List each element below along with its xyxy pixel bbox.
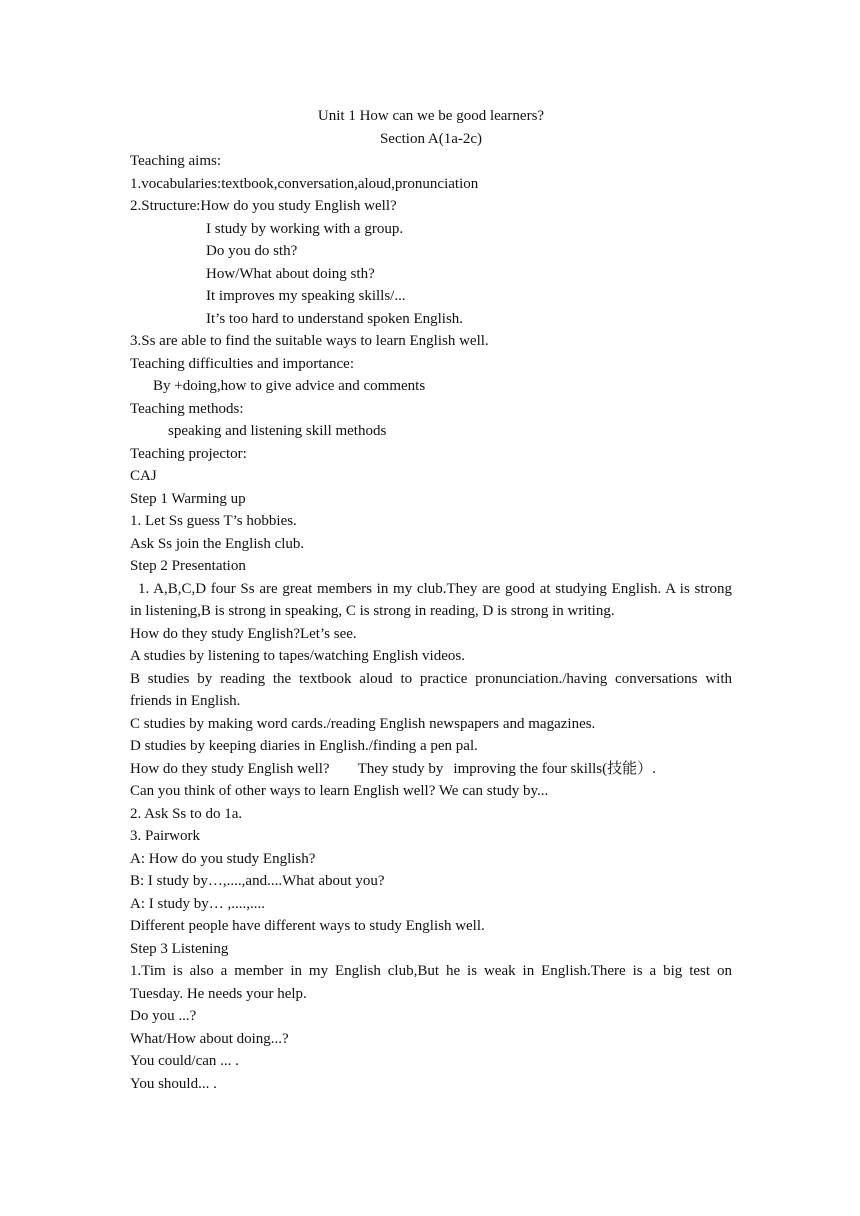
step2-b-line: friends in English. [130,693,241,709]
step3-paragraph-line: Tuesday. He needs your help. [130,985,307,1002]
step2-how-line: How do they study English?Let’s see. [130,625,357,642]
teaching-aims-heading: Teaching aims: [130,153,222,169]
step2-paragraph-line: 1. A,B,C,D four Ss are great members in my club.They are good at studying English. A is strong [138,580,732,597]
difficulties-heading: Teaching difficulties and importance: [130,355,355,372]
methods-text: speaking and listening skill methods [168,423,387,439]
advice-phrase: You should... . [130,1075,217,1092]
step1-item: 1. Let Ss guess T’s hobbies. [130,513,297,529]
step2-d-line: D studies by keeping diaries in English./finding a pen pal. [130,738,478,754]
aim-structure: 2.Structure:How do you study English well? [130,198,397,214]
step3-paragraph-line: 1.Tim is also a member in my English club,But he is weak in English.There is a big test on [130,963,732,979]
dialog-line: A: How do you study English? [130,850,316,867]
methods-heading: Teaching methods: [130,400,244,417]
step1-heading: Step 1 Warming up [130,490,246,507]
structure-item: I study by working with a group. [206,220,404,237]
question-part: How do they study English well? [130,760,330,777]
structure-item: Do you do sth? [206,243,298,259]
step3-heading: Step 3 Listening [130,940,229,957]
question-part: They study by [357,760,444,777]
step2-a-line: A studies by listening to tapes/watching English videos. [130,648,465,664]
advice-phrase: What/How about doing...? [130,1030,289,1047]
step2-paragraph-line: in listening,B is strong in speaking, C is strong in reading, D is strong in writing. [130,603,615,619]
aim-vocabulary: 1.vocabularies:textbook,conversation,aloud,pronunciation [130,175,479,192]
structure-item: It’s too hard to understand spoken English. [206,310,464,327]
step2-b-line: B studies by reading the textbook aloud to practice pronunciation./having conversations with [130,670,732,687]
projector-heading: Teaching projector: [130,445,247,462]
step2-question-line [130,758,732,781]
aim-ability: 3.Ss are able to find the suitable ways to learn English well. [130,333,489,349]
projector-text: CAJ [130,468,157,484]
difficulties-text: By +doing,how to give advice and comments [153,378,426,394]
document-title: Unit 1 How can we be good learners? [317,108,545,124]
advice-phrase: Do you ...? [130,1008,197,1024]
step2-c-line: C studies by making word cards./reading English newspapers and magazines. [130,715,596,732]
step2-summary: Different people have different ways to study English well. [130,918,485,934]
structure-item: It improves my speaking skills/... [206,288,406,304]
step2-heading: Step 2 Presentation [130,558,246,574]
question-part: improving the four skills(技能）. [453,760,656,777]
document-body [130,105,732,1095]
document-subtitle: Section A(1a-2c) [379,130,483,147]
dialog-line: A: I study by… ,....,.... [130,895,265,912]
step2-item: 3. Pairwork [130,828,200,844]
step1-item: Ask Ss join the English club. [130,535,305,552]
step2-item: 2. Ask Ss to do 1a. [130,805,243,822]
structure-item: How/What about doing sth? [206,265,375,282]
dialog-line: B: I study by…,....,and....What about you? [130,873,385,889]
step2-think-line: Can you think of other ways to learn English well? We can study by... [130,783,549,799]
advice-phrase: You could/can ... . [130,1053,239,1069]
